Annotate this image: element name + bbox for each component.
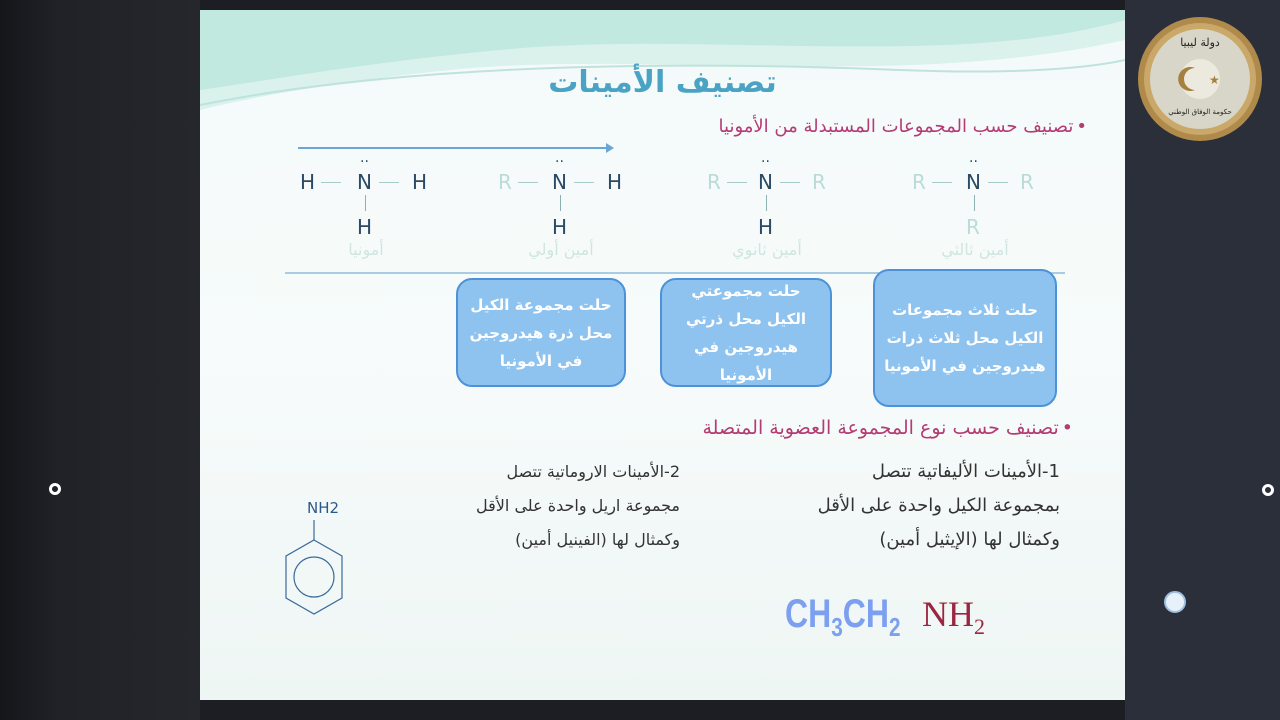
- benzene-ring-icon: [280, 520, 350, 632]
- secondary-description-box: حلت مجموعتي الكيل محل ذرتي هيدروجين في الأمونيا: [660, 278, 832, 387]
- atom: R: [966, 215, 980, 239]
- aromatic-amines-text: [380, 455, 680, 557]
- atom: N: [758, 170, 773, 194]
- slide-title: تصنيف الأمينات: [548, 65, 777, 100]
- atom: R: [498, 170, 512, 194]
- bullet-substitution-classification: • تصنيف حسب المجموعات المستبدلة من الأمونيا: [719, 116, 1087, 137]
- text-line: 2-الأمينات الاروماتية تتصل: [506, 462, 680, 481]
- atom: R: [912, 170, 926, 194]
- structure-ammonia: H N ·· H H: [300, 154, 428, 239]
- structure-secondary-amine: R N ·· R H: [707, 154, 826, 239]
- structure-primary-amine: R N ·· H H: [498, 154, 623, 239]
- label-secondary-amine: أمين ثانوي: [732, 240, 802, 259]
- text-line: مجموعة اريل واحدة على الأقل: [476, 496, 680, 515]
- arrow: [298, 147, 608, 149]
- structure-tertiary-amine: R N ·· R R: [912, 154, 1034, 239]
- right-indicator-icon: [1262, 484, 1274, 496]
- svg-text:حكومة الوفاق الوطني: حكومة الوفاق الوطني: [1168, 108, 1232, 116]
- atom: H: [357, 215, 373, 239]
- atom: H: [412, 170, 428, 194]
- primary-description-box: حلت مجموعة الكيل محل ذرة هيدروجين في الأمونيا: [456, 278, 626, 387]
- atom: H: [607, 170, 623, 194]
- atom: N: [966, 170, 981, 194]
- atom: R: [707, 170, 721, 194]
- text-line: وكمثال لها (الفينيل أمين): [515, 530, 680, 549]
- atom: R: [1020, 170, 1034, 194]
- svg-text:دولة ليبيا: دولة ليبيا: [1180, 36, 1220, 49]
- bullet-organic-group-classification: • تصنيف حسب نوع المجموعة العضوية المتصلة: [703, 417, 1074, 439]
- aliphatic-amines-text: [720, 455, 1060, 557]
- text-line: وكمثال لها (الإيثيل أمين): [879, 529, 1060, 550]
- text-line: 1-الأمينات الأليفاتية تتصل: [871, 461, 1060, 482]
- ethylamine-nh2: $NH_2$: [922, 594, 985, 640]
- atom: H: [552, 215, 568, 239]
- label-primary-amine: أمين أولي: [528, 240, 594, 259]
- aniline-nh2-label: NH2: [307, 499, 340, 517]
- atom: H: [300, 170, 316, 194]
- text-line: بمجموعة الكيل واحدة على الأقل: [817, 495, 1060, 516]
- libya-government-seal-logo: [1137, 16, 1263, 142]
- atom: R: [812, 170, 826, 194]
- atom: N: [357, 170, 372, 194]
- pointer-cursor-icon: [1164, 591, 1186, 613]
- label-tertiary-amine: أمين ثالثي: [941, 240, 1009, 259]
- tertiary-description-box: حلت ثلاث مجموعات الكيل محل ثلاث ذرات هيدروجين في الأمونيا: [873, 269, 1057, 407]
- label-ammonia: أمونيا: [348, 240, 384, 259]
- left-screen-bezel: [0, 0, 200, 720]
- presentation-slide: [200, 10, 1125, 700]
- svg-text:★: ★: [1209, 73, 1220, 87]
- ethylamine-formula: $CH_3CH_2$: [785, 592, 901, 642]
- atom: H: [758, 215, 774, 239]
- atom: N: [552, 170, 567, 194]
- left-indicator-icon: [49, 483, 61, 495]
